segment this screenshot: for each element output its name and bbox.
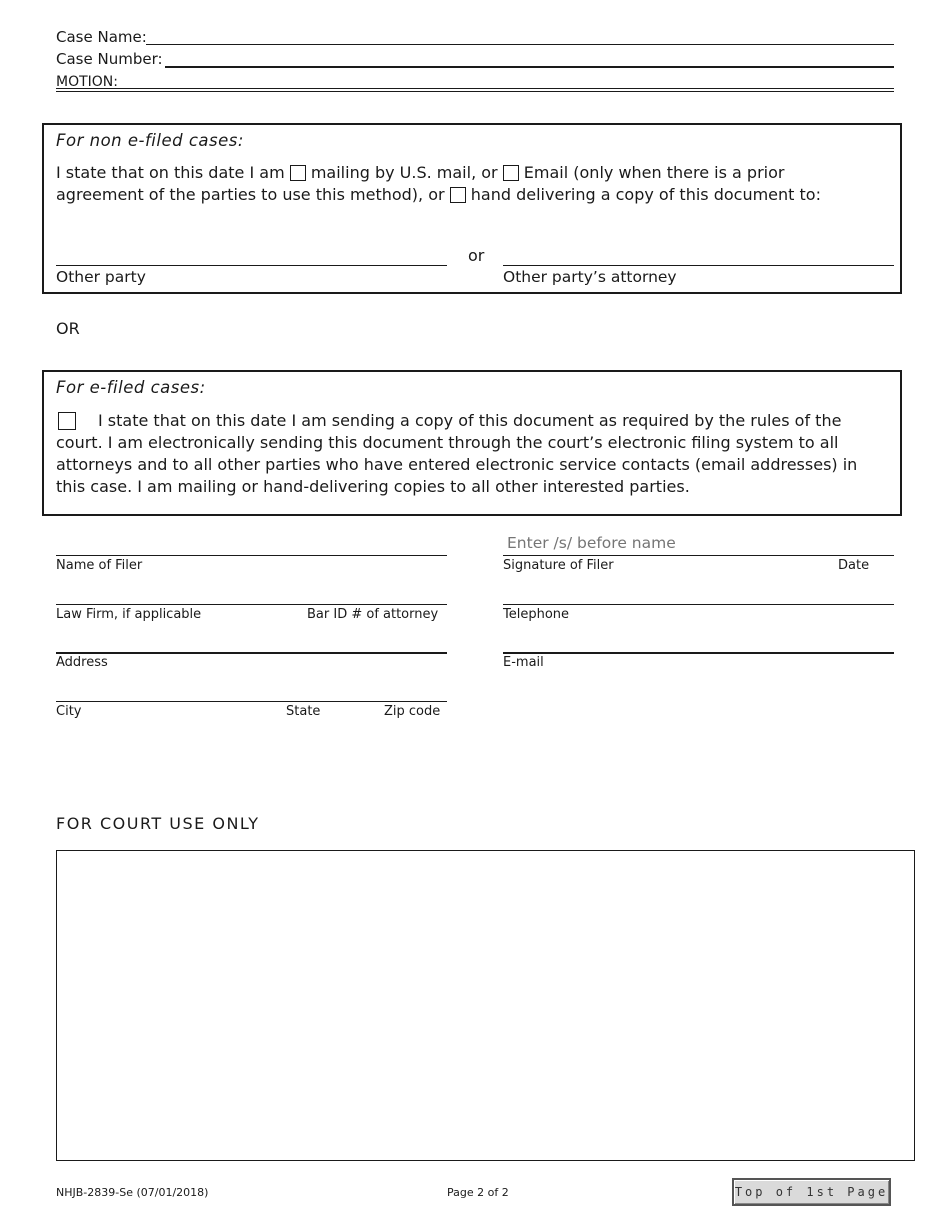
efiled-line4: this case. I am mailing or hand-delivering copies to all other interested parties. xyxy=(56,477,690,496)
filer-name-input[interactable] xyxy=(56,536,447,554)
court-use-box xyxy=(56,850,915,1161)
other-party-underline xyxy=(56,265,447,266)
city-underline xyxy=(56,701,447,702)
other-party-input[interactable] xyxy=(56,246,447,264)
case-number-underline xyxy=(165,66,894,68)
hand-delivery-checkbox[interactable] xyxy=(450,187,466,203)
date-label: Date xyxy=(838,558,870,573)
efiled-line2: court. I am electronically sending this document through the court’s electronic filing system to all xyxy=(56,433,839,452)
hand-delivery-label: hand delivering a copy of this document to: xyxy=(470,185,821,204)
email-underline xyxy=(503,652,894,654)
signature-underline xyxy=(503,555,894,556)
case-number-input[interactable] xyxy=(165,48,894,66)
court-use-title: FOR COURT USE ONLY xyxy=(56,814,260,833)
page-number: Page 2 of 2 xyxy=(447,1186,509,1199)
non-efiled-section xyxy=(42,123,902,294)
law-firm-underline xyxy=(56,604,447,605)
motion-input[interactable] xyxy=(125,71,894,89)
mail-checkbox[interactable] xyxy=(290,165,306,181)
law-firm-label: Law Firm, if applicable xyxy=(56,607,202,622)
state-label: State xyxy=(286,704,321,719)
motion-label: MOTION: xyxy=(56,74,118,90)
case-name-underline xyxy=(146,44,894,45)
non-efiled-title: For non e-filed cases: xyxy=(56,131,244,150)
efiled-line1: I state that on this date I am sending a copy of this document as required by the rules of the xyxy=(98,411,842,430)
motion-double-underline xyxy=(56,91,894,92)
non-efiled-line1 xyxy=(56,162,784,184)
email-input[interactable] xyxy=(503,633,894,651)
signature-label: Signature of Filer xyxy=(503,558,614,573)
signature-input[interactable] xyxy=(505,533,894,553)
mail-option-label: mailing by U.S. mail, or xyxy=(310,163,498,182)
form-id: NHJB-2839-Se (07/01/2018) xyxy=(56,1186,209,1199)
efiled-title: For e-filed cases: xyxy=(56,378,206,397)
telephone-input[interactable] xyxy=(503,585,894,603)
email-option-label: Email (only when there is a prior xyxy=(523,163,785,182)
motion-underline xyxy=(56,88,894,89)
filer-name-label: Name of Filer xyxy=(56,558,143,573)
non-efiled-line2 xyxy=(56,184,821,206)
other-party-attorney-underline xyxy=(503,265,894,266)
efiled-section xyxy=(42,370,902,516)
efiled-checkbox[interactable] xyxy=(58,412,76,430)
efiled-line3: attorneys and to all other parties who have entered electronic service contacts (email addresses) in xyxy=(56,455,858,474)
case-name-input[interactable] xyxy=(146,26,894,44)
telephone-underline xyxy=(503,604,894,605)
bar-id-label: Bar ID # of attorney xyxy=(307,607,439,622)
city-label: City xyxy=(56,704,82,719)
other-party-attorney-label: Other party’s attorney xyxy=(503,268,677,286)
other-party-label: Other party xyxy=(56,268,146,286)
address-label: Address xyxy=(56,655,108,670)
city-input[interactable] xyxy=(56,682,447,700)
address-underline xyxy=(56,652,447,654)
other-party-attorney-input[interactable] xyxy=(503,246,894,264)
case-number-label: Case Number: xyxy=(56,50,163,68)
top-of-first-page-button[interactable]: Top of 1st Page xyxy=(732,1178,891,1206)
agreement-text: agreement of the parties to use this method), or xyxy=(56,185,445,204)
or-separator: OR xyxy=(56,319,80,338)
or-text: or xyxy=(468,246,485,265)
filer-name-underline xyxy=(56,555,447,556)
statement-prefix: I state that on this date I am xyxy=(56,163,285,182)
law-firm-input[interactable] xyxy=(56,585,447,603)
zip-label: Zip code xyxy=(384,704,441,719)
email-checkbox[interactable] xyxy=(503,165,519,181)
address-input[interactable] xyxy=(56,633,447,651)
email-label: E-mail xyxy=(503,655,544,670)
telephone-label: Telephone xyxy=(503,607,570,622)
case-name-label: Case Name: xyxy=(56,28,147,46)
